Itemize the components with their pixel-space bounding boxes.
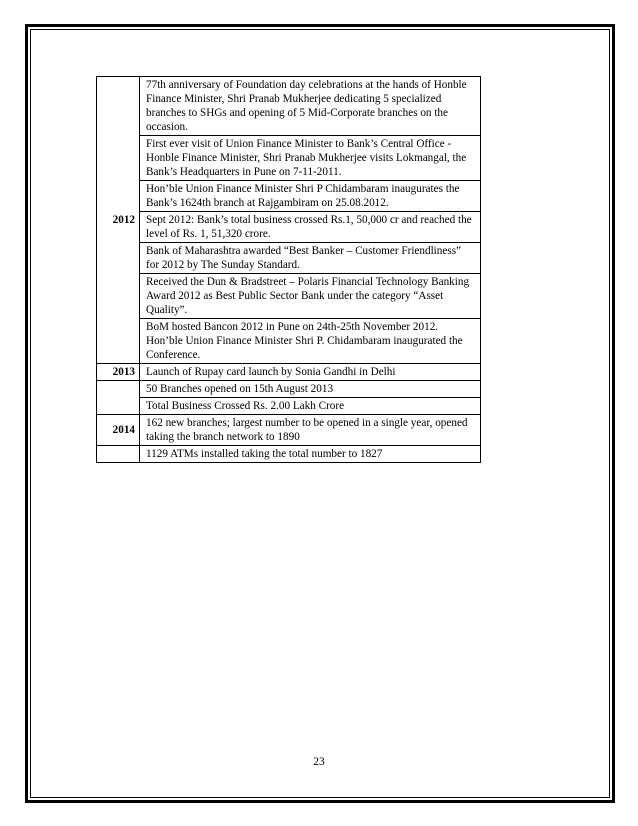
table-row	[97, 398, 481, 415]
event-cell: First ever visit of Union Finance Minister to Bank’s Central Office - Honble Finance Minister, Shri Pranab Mukherjee visits Lokmangal, the Bank’s Headquarters in Pune on 7-11-2011.	[140, 136, 481, 181]
event-cell: Launch of Rupay card launch by Sonia Gandhi in Delhi	[140, 364, 481, 381]
year-cell-empty	[97, 381, 140, 415]
year-cell-2012: 2012	[97, 77, 140, 364]
table-row	[97, 381, 481, 398]
event-cell: 162 new branches; largest number to be opened in a single year, opened taking the branch network to 1890	[140, 415, 481, 446]
table-row	[97, 319, 481, 364]
year-cell-2013: 2013	[97, 364, 140, 381]
event-cell: BoM hosted Bancon 2012 in Pune on 24th-25th November 2012. Hon’ble Union Finance Minister Shri P. Chidambaram inaugurated the Conference.	[140, 319, 481, 364]
event-cell: Sept 2012: Bank’s total business crossed Rs.1, 50,000 cr and reached the level of Rs. 1, 51,320 crore.	[140, 212, 481, 243]
table-row	[97, 181, 481, 212]
table-row	[97, 415, 481, 446]
year-cell-2014: 2014	[97, 415, 140, 446]
event-cell: Received the Dun & Bradstreet – Polaris Financial Technology Banking Award 2012 as Best Public Sector Bank under the category “Asset Quality”.	[140, 274, 481, 319]
event-cell: Bank of Maharashtra awarded “Best Banker – Customer Friendliness” for 2012 by The Sunday Standard.	[140, 243, 481, 274]
event-cell: 50 Branches opened on 15th August 2013	[140, 381, 481, 398]
page-number: 23	[313, 756, 325, 768]
year-cell-empty	[97, 446, 140, 463]
event-cell: 1129 ATMs installed taking the total number to 1827	[140, 446, 481, 463]
table-row	[97, 77, 481, 136]
event-cell: Total Business Crossed Rs. 2.00 Lakh Crore	[140, 398, 481, 415]
table-row	[97, 136, 481, 181]
table-row	[97, 274, 481, 319]
table-row	[97, 243, 481, 274]
table-row	[97, 364, 481, 381]
table-row	[97, 212, 481, 243]
history-table	[96, 76, 481, 463]
event-cell: Hon’ble Union Finance Minister Shri P Chidambaram inaugurates the Bank’s 1624th branch at Rajgambiram on 25.08.2012.	[140, 181, 481, 212]
event-cell: 77th anniversary of Foundation day celebrations at the hands of Honble Finance Minister, Shri Pranab Mukherjee dedicating 5 specialized branches to SHGs and opening of 5 Mid-Corporate branches on the occasion.	[140, 77, 481, 136]
table-row	[97, 446, 481, 463]
